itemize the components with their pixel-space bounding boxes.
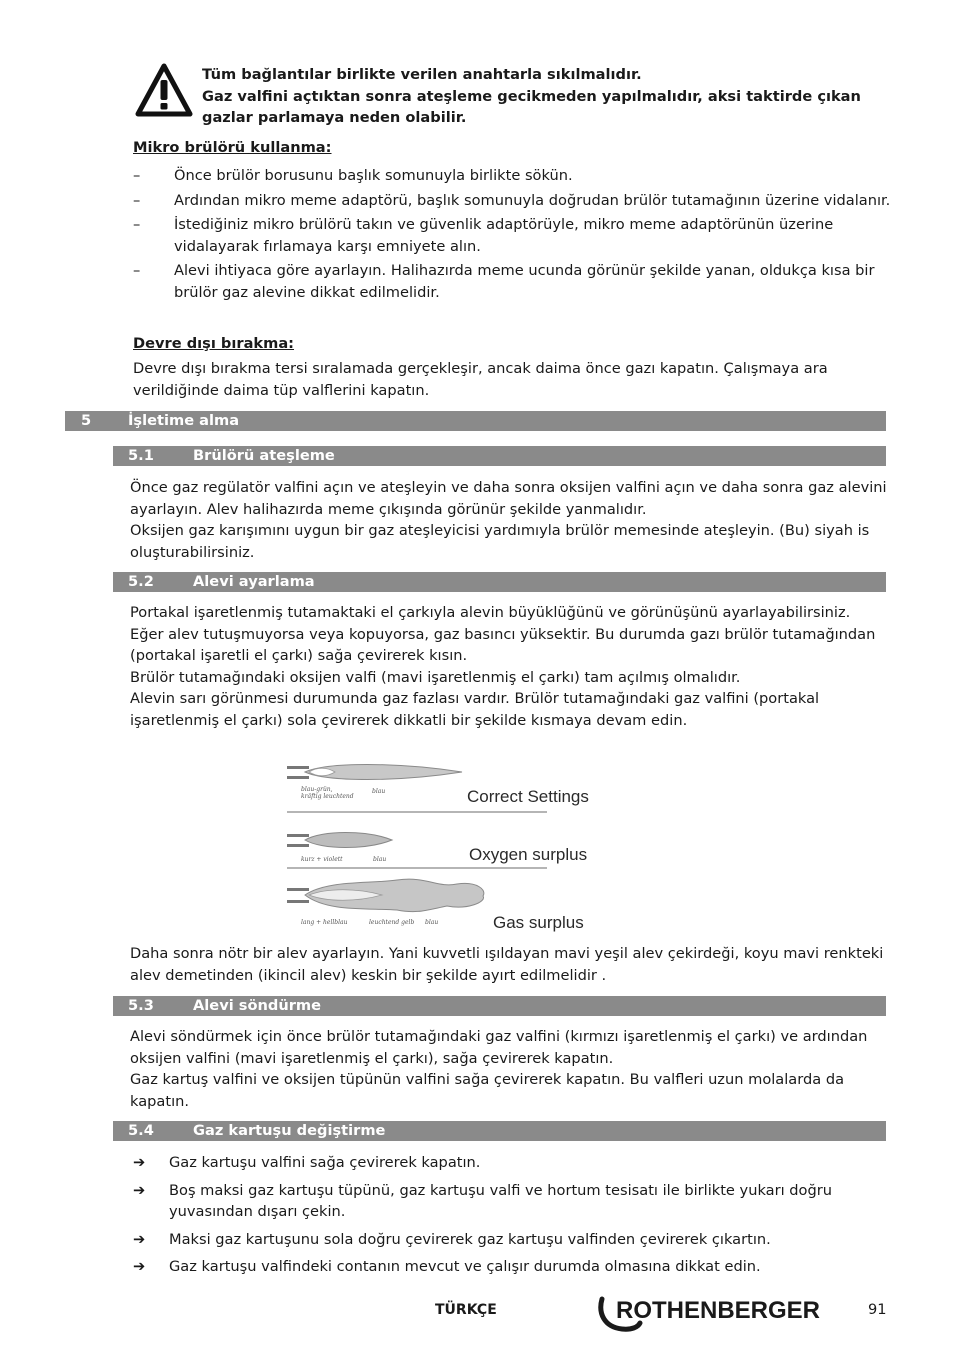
cartridge-steps-list	[133, 1152, 883, 1284]
page-number: 91	[868, 1301, 887, 1318]
svg-text:kurz + violett: kurz + violett	[301, 856, 343, 863]
warning-line-2: Gaz valfini açtıktan sonra ateşleme gecikmeden yapılmalıdır, aksi taktirde çıkan gazlar parlamaya neden olabilir.	[202, 87, 861, 126]
section-5-1-bar: 5.1 Brülörü ateşleme	[113, 446, 886, 466]
dash-marker: –	[133, 262, 141, 279]
shutdown-heading: Devre dışı bırakma:	[133, 335, 295, 352]
flame-oxygen-surplus	[287, 833, 587, 869]
section-5-1-text	[130, 477, 890, 563]
list-item: – Ardından mikro meme adaptörü, başlık somunuyla doğrudan brülör tutamağının üzerine vidalanır.	[133, 190, 893, 212]
list-item: ➔ Gaz kartuşu valfini sağa çevirerek kapatın.	[133, 1152, 883, 1174]
svg-text:kräftig leuchtend: kräftig leuchtend	[301, 793, 354, 800]
paragraph: Önce gaz regülatör valfini açın ve ateşleyin ve daha sonra oksijen valfini açın ve daha sonra gaz alevini ayarlayın. Alev halihazırda meme çıkışında görünür şekilde yanmalıdır.	[130, 479, 887, 518]
warning-text	[202, 64, 892, 129]
list-item: ➔ Gaz kartuşu valfindeki contanın mevcut ve çalışır durumda olmasına dikkat edin.	[133, 1256, 883, 1278]
flame-settings-figure	[287, 760, 617, 932]
shutdown-text: Devre dışı bırakma tersi sıralamada gerçekleşir, ancak daima önce gazı kapatın. Çalışmaya ara verildiğinde daima tüp valflerini kapatın.	[133, 360, 828, 399]
svg-text:blau: blau	[373, 856, 387, 863]
paragraph: Brülör tutamağındaki oksijen valfi (mavi işaretlenmiş el çarkı) tam açılmış olmalıdır.	[130, 668, 741, 686]
section-5-3-text	[130, 1026, 870, 1112]
list-item: – Önce brülör borusunu başlık somunuyla birlikte sökün.	[133, 165, 893, 187]
dash-marker: –	[133, 216, 141, 233]
paragraph: Oksijen gaz karışımını uygun bir gaz ateşleyicisi yardımıyla brülör memesinde ateşleyin. (Bu) siyah is oluşturabilirsiniz.	[130, 522, 870, 561]
label-correct-settings: Correct Settings	[467, 787, 589, 806]
svg-text:lang + hellblau: lang + hellblau	[301, 919, 348, 926]
paragraph: Portakal işaretlenmiş tutamaktaki el çarkıyla alevin büyüklüğünü ve görünüşünü ayarlayabilirsiniz.	[130, 604, 851, 621]
warning-triangle-icon	[135, 63, 193, 117]
section-5-2-text	[130, 602, 890, 731]
dash-marker: –	[133, 191, 141, 209]
list-item: – Alevi ihtiyaca göre ayarlayın. Halihazırda meme ucunda görünür şekilde yanan, oldukça kısa bir brülör gaz alevine dikkat edilmelidir.	[133, 262, 875, 301]
section-5-4-bar: 5.4 Gaz kartuşu değiştirme	[113, 1121, 886, 1141]
svg-text:ROTHENBERGER: ROTHENBERGER	[616, 1297, 821, 1324]
list-item: ➔ Boş maksi gaz kartuşu tüpünü, gaz kartuşu valfi ve hortum tesisatı ile birlikte yukarı doğru yuvasından dışarı çekin.	[133, 1181, 832, 1220]
rothenberger-logo	[596, 1293, 836, 1333]
arrow-right-icon: ➔	[133, 1181, 146, 1199]
label-oxygen-surplus: Oxygen surplus	[469, 845, 588, 864]
section-5-2-bar: 5.2 Alevi ayarlama	[113, 572, 886, 592]
svg-text:blau-grün,: blau-grün,	[301, 786, 333, 793]
paragraph: Alevi söndürmek için önce brülör tutamağındaki gaz valfini (kırmızı işaretlenmiş el çarkı) ve ardından oksijen valfini (mavi işaretlenmiş el çarkı), sağa çevirerek kapatın.	[130, 1028, 868, 1067]
flame-gas-surplus	[287, 879, 584, 932]
svg-text:blau: blau	[425, 919, 439, 926]
label-gas-surplus: Gas surplus	[493, 913, 584, 932]
section-5-bar: 5 İşletime alma	[65, 411, 886, 431]
svg-text:blau: blau	[372, 788, 386, 795]
footer-language: TÜRKÇE	[435, 1302, 497, 1318]
paragraph: Alevin sarı görünmesi durumunda gaz fazlası vardır. Brülör tutamağındaki gaz valfini (portakal işaretlenmiş el çarkı) sola çevirerek dikkatli bir şekilde kısmaya devam edin.	[130, 690, 820, 729]
dash-marker: –	[133, 167, 141, 184]
flame-correct-settings	[287, 765, 589, 813]
micro-list	[133, 165, 893, 306]
section-5-2-after-text	[130, 943, 890, 986]
section-5-3-bar: 5.3 Alevi söndürme	[113, 996, 886, 1016]
list-item: – İstediğiniz mikro brülörü takın ve güvenlik adaptörüyle, mikro meme adaptörünün üzerine vidalayarak fırlamaya karşı emniyete alın.	[133, 216, 834, 255]
paragraph: Gaz kartuş valfini ve oksijen tüpünün valfini sağa çevirerek kapatın. Bu valfleri uzun molalarda da kapatın.	[130, 1071, 845, 1110]
svg-text:leuchtend gelb: leuchtend gelb	[369, 919, 415, 926]
list-item: ➔ Maksi gaz kartuşunu sola doğru çevirerek gaz kartuşu valfinden çevirerek çıkartın.	[133, 1229, 883, 1251]
arrow-right-icon: ➔	[133, 1230, 146, 1248]
arrow-right-icon: ➔	[133, 1154, 146, 1171]
paragraph: Daha sonra nötr bir alev ayarlayın. Yani kuvvetli ışıldayan mavi yeşil alev çekirdeği, koyu mavi renkteki alev demetinden (ikincil alev) keskin bir şekilde ayırt edilmelidir .	[130, 945, 884, 984]
arrow-right-icon: ➔	[133, 1258, 146, 1275]
micro-heading: Mikro brülörü kullanma:	[133, 139, 332, 156]
warning-line-1: Tüm bağlantılar birlikte verilen anahtarla sıkılmalıdır.	[202, 66, 642, 83]
paragraph: Eğer alev tutuşmuyorsa veya kopuyorsa, gaz basıncı yüksektir. Bu durumda gazı brülör tutamağından (portakal işaretli el çarkı) sağa çevirerek kısın.	[130, 625, 876, 664]
